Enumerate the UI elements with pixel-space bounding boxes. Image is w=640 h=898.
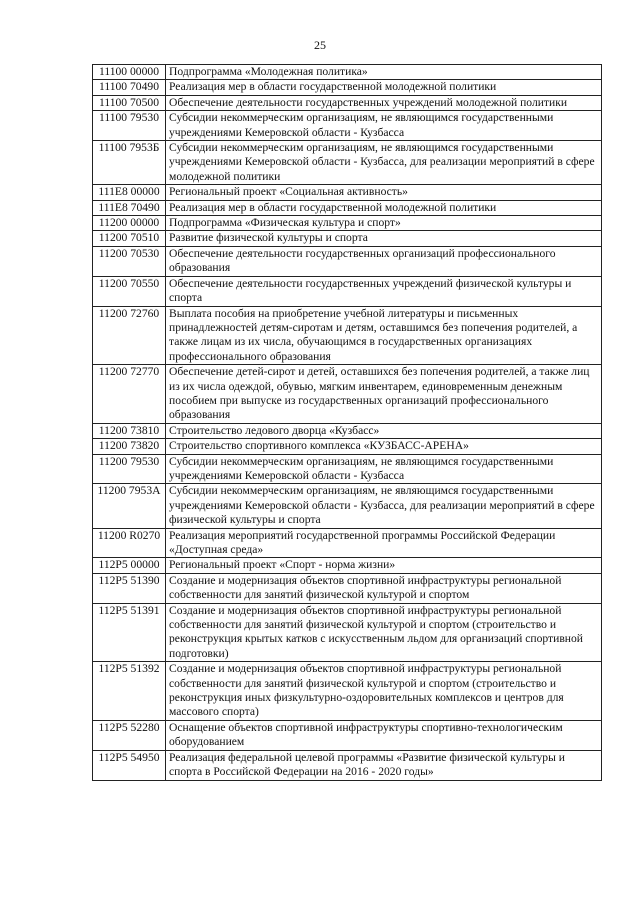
- code-description: Создание и модернизация объектов спортивной инфраструктуры региональной собственности для занятий физической культурой и спортом: [166, 573, 602, 603]
- classification-code: 11100 70500: [93, 95, 166, 110]
- table-row: [93, 365, 602, 424]
- code-description: Обеспечение детей-сирот и детей, оставшихся без попечения родителей, а также лиц из их числа одеждой, обувью, мягким инвентарем, единовременным денежным пособием при выпуске из государственных организаций профессионального образования: [166, 365, 602, 424]
- code-description: Региональный проект «Спорт - норма жизни»: [166, 558, 602, 573]
- table-row: [93, 141, 602, 185]
- classification-code: 11200 79530: [93, 454, 166, 484]
- table-row: [93, 306, 602, 365]
- code-description: Субсидии некоммерческим организациям, не являющимся государственными учреждениями Кемеровской области - Кузбасса: [166, 111, 602, 141]
- table-row: [93, 231, 602, 246]
- table-row: [93, 185, 602, 200]
- table-row: [93, 439, 602, 454]
- table-row: [93, 454, 602, 484]
- table-row: [93, 603, 602, 662]
- code-description: Обеспечение деятельности государственных учреждений молодежной политики: [166, 95, 602, 110]
- classification-code: 11200 70550: [93, 276, 166, 306]
- classification-code: 11200 73810: [93, 423, 166, 438]
- code-description: Создание и модернизация объектов спортивной инфраструктуры региональной собственности для занятий физической культурой и спортом (строительство и реконструкция крытых катков с искусственным льдом для организаций спортивной подготовки): [166, 603, 602, 662]
- classification-code: 111Е8 00000: [93, 185, 166, 200]
- classification-code: 111Е8 70490: [93, 200, 166, 215]
- table-row: [93, 662, 602, 721]
- table-row: [93, 750, 602, 780]
- code-description: Подпрограмма «Молодежная политика»: [166, 65, 602, 80]
- code-description: Строительство спортивного комплекса «КУЗБАСС-АРЕНА»: [166, 439, 602, 454]
- classification-code: 11200 00000: [93, 216, 166, 231]
- page-number: 25: [314, 38, 326, 52]
- classification-code: 112Р5 52280: [93, 720, 166, 750]
- table-row: [93, 558, 602, 573]
- code-description: Выплата пособия на приобретение учебной литературы и письменных принадлежностей детям-сиротам и детям, оставшимся без попечения родителей, а также лицам из их числа, обучающимся в государственных организациях профессионального образования: [166, 306, 602, 365]
- code-description: Реализация мероприятий государственной программы Российской Федерации «Доступная среда»: [166, 528, 602, 558]
- table-row: [93, 276, 602, 306]
- code-description: Реализация мер в области государственной молодежной политики: [166, 200, 602, 215]
- code-description: Региональный проект «Социальная активность»: [166, 185, 602, 200]
- code-description: Реализация федеральной целевой программы «Развитие физической культуры и спорта в Российской Федерации на 2016 - 2020 годы»: [166, 750, 602, 780]
- code-description: Обеспечение деятельности государственных учреждений физической культуры и спорта: [166, 276, 602, 306]
- classification-code: 112Р5 54950: [93, 750, 166, 780]
- classification-code: 11200 70510: [93, 231, 166, 246]
- table-row: [93, 423, 602, 438]
- table-row: [93, 200, 602, 215]
- classification-code: 11200 70530: [93, 246, 166, 276]
- table-row: [93, 720, 602, 750]
- classification-code: 112Р5 00000: [93, 558, 166, 573]
- classification-code: 11200 73820: [93, 439, 166, 454]
- code-description: Создание и модернизация объектов спортивной инфраструктуры региональной собственности для занятий физической культурой и спортом (строительство и реконструкция иных физкультурно-оздоровительных комплексов и центров для массового спорта): [166, 662, 602, 721]
- classification-code: 11100 70490: [93, 80, 166, 95]
- classification-code: 11100 7953Б: [93, 141, 166, 185]
- table-row: [93, 573, 602, 603]
- code-description: Подпрограмма «Физическая культура и спорт»: [166, 216, 602, 231]
- classification-code: 11200 72770: [93, 365, 166, 424]
- table-row: [93, 80, 602, 95]
- classification-code: 11100 00000: [93, 65, 166, 80]
- code-description: Развитие физической культуры и спорта: [166, 231, 602, 246]
- table-row: [93, 484, 602, 528]
- classification-code: 112Р5 51392: [93, 662, 166, 721]
- code-description: Строительство ледового дворца «Кузбасс»: [166, 423, 602, 438]
- table-row: [93, 246, 602, 276]
- code-description: Обеспечение деятельности государственных организаций профессионального образования: [166, 246, 602, 276]
- classification-code: 112Р5 51390: [93, 573, 166, 603]
- code-description: Оснащение объектов спортивной инфраструктуры спортивно-технологическим оборудованием: [166, 720, 602, 750]
- table-row: [93, 111, 602, 141]
- table-row: [93, 95, 602, 110]
- code-description: Реализация мер в области государственной молодежной политики: [166, 80, 602, 95]
- code-description: Субсидии некоммерческим организациям, не являющимся государственными учреждениями Кемеровской области - Кузбасса, для реализации мероприятий в сфере молодежной политики: [166, 141, 602, 185]
- table-row: [93, 65, 602, 80]
- classification-code: 11200 R0270: [93, 528, 166, 558]
- table-row: [93, 528, 602, 558]
- code-description: Субсидии некоммерческим организациям, не являющимся государственными учреждениями Кемеровской области - Кузбасса: [166, 454, 602, 484]
- code-description: Субсидии некоммерческим организациям, не являющимся государственными учреждениями Кемеровской области - Кузбасса, для реализации мероприятий в сфере физической культуры и спорта: [166, 484, 602, 528]
- classification-code: 11200 7953А: [93, 484, 166, 528]
- table-row: [93, 216, 602, 231]
- budget-codes-table: [92, 64, 602, 781]
- classification-code: 11100 79530: [93, 111, 166, 141]
- classification-code: 11200 72760: [93, 306, 166, 365]
- classification-code: 112Р5 51391: [93, 603, 166, 662]
- table-body: [93, 65, 602, 781]
